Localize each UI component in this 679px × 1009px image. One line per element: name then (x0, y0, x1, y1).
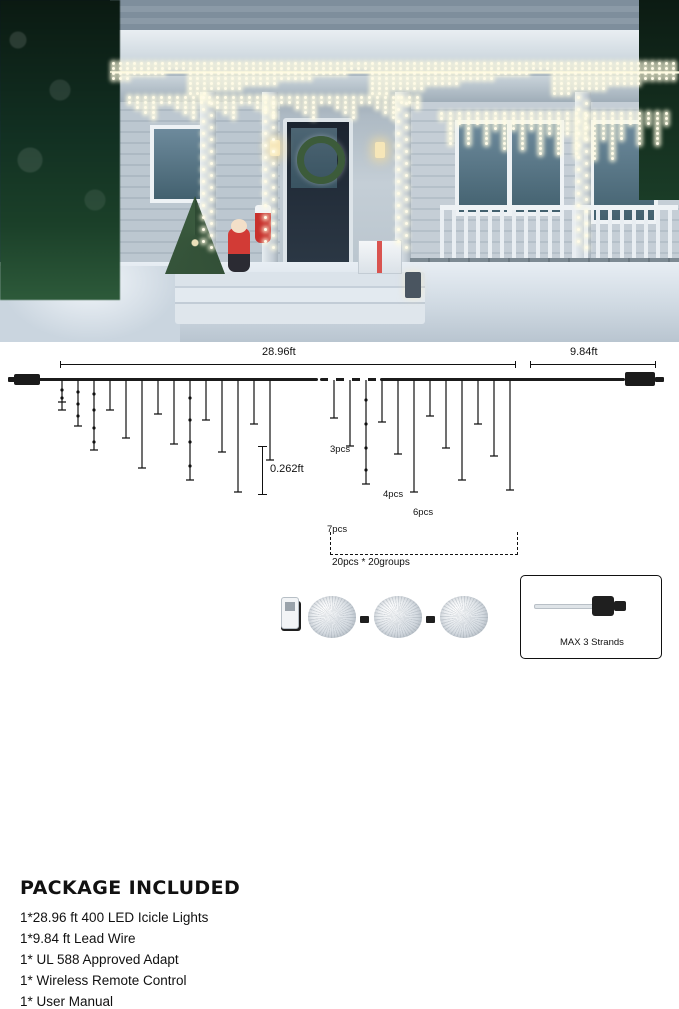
max-strands-wire (534, 604, 594, 609)
group-bracket (330, 532, 518, 555)
drop-label: 0.262ft (270, 463, 304, 475)
group-label: 20pcs * 20groups (332, 557, 410, 568)
roof-edge (100, 30, 679, 79)
drop-tick-top (258, 446, 267, 447)
lead-label: 9.84ft (570, 346, 598, 358)
window-center-left (455, 120, 511, 216)
coiled-strand-3 (440, 596, 488, 638)
drop-tick-bottom (258, 494, 267, 495)
coiled-strand-2 (374, 596, 422, 638)
product-lifestyle-photo (0, 0, 679, 342)
window-center-right (508, 120, 564, 216)
porch-column-3 (395, 92, 411, 262)
snowy-trees-left (0, 0, 120, 300)
callout-7pcs: 7pcs (327, 524, 348, 535)
porch-light-right (375, 142, 385, 158)
santa-figure (228, 228, 250, 272)
callout-6pcs: 6pcs (413, 507, 434, 518)
wreath-decoration (297, 136, 345, 184)
gift-box-decoration (358, 240, 402, 274)
callout-4pcs: 4pcs (383, 489, 404, 500)
package-item-3: 1* Wireless Remote Control (20, 973, 187, 988)
callout-3pcs: 3pcs (330, 444, 351, 455)
max-strands-label: MAX 3 Strands (560, 637, 624, 648)
porch-light-left (270, 140, 280, 156)
drop-dimension-line (262, 446, 263, 494)
package-title: PACKAGE INCLUDED (20, 877, 241, 899)
max-strands-plug-tip (614, 601, 626, 611)
package-item-4: 1* User Manual (20, 994, 114, 1009)
package-item-2: 1* UL 588 Approved Adapt (20, 952, 179, 967)
length-label: 28.96ft (262, 346, 296, 358)
package-item-0: 1*28.96 ft 400 LED Icicle Lights (20, 910, 209, 925)
coiled-strand-1 (308, 596, 356, 638)
front-steps (175, 272, 425, 324)
package-item-1: 1*9.84 ft Lead Wire (20, 931, 136, 946)
connector-icon-2 (426, 616, 435, 623)
connector-icon-1 (360, 616, 369, 623)
snowy-trees-right (639, 0, 679, 200)
stocking-decoration (255, 205, 271, 243)
max-strands-connector (592, 596, 614, 616)
lantern-decoration (405, 272, 421, 298)
remote-control-icon (281, 597, 299, 629)
